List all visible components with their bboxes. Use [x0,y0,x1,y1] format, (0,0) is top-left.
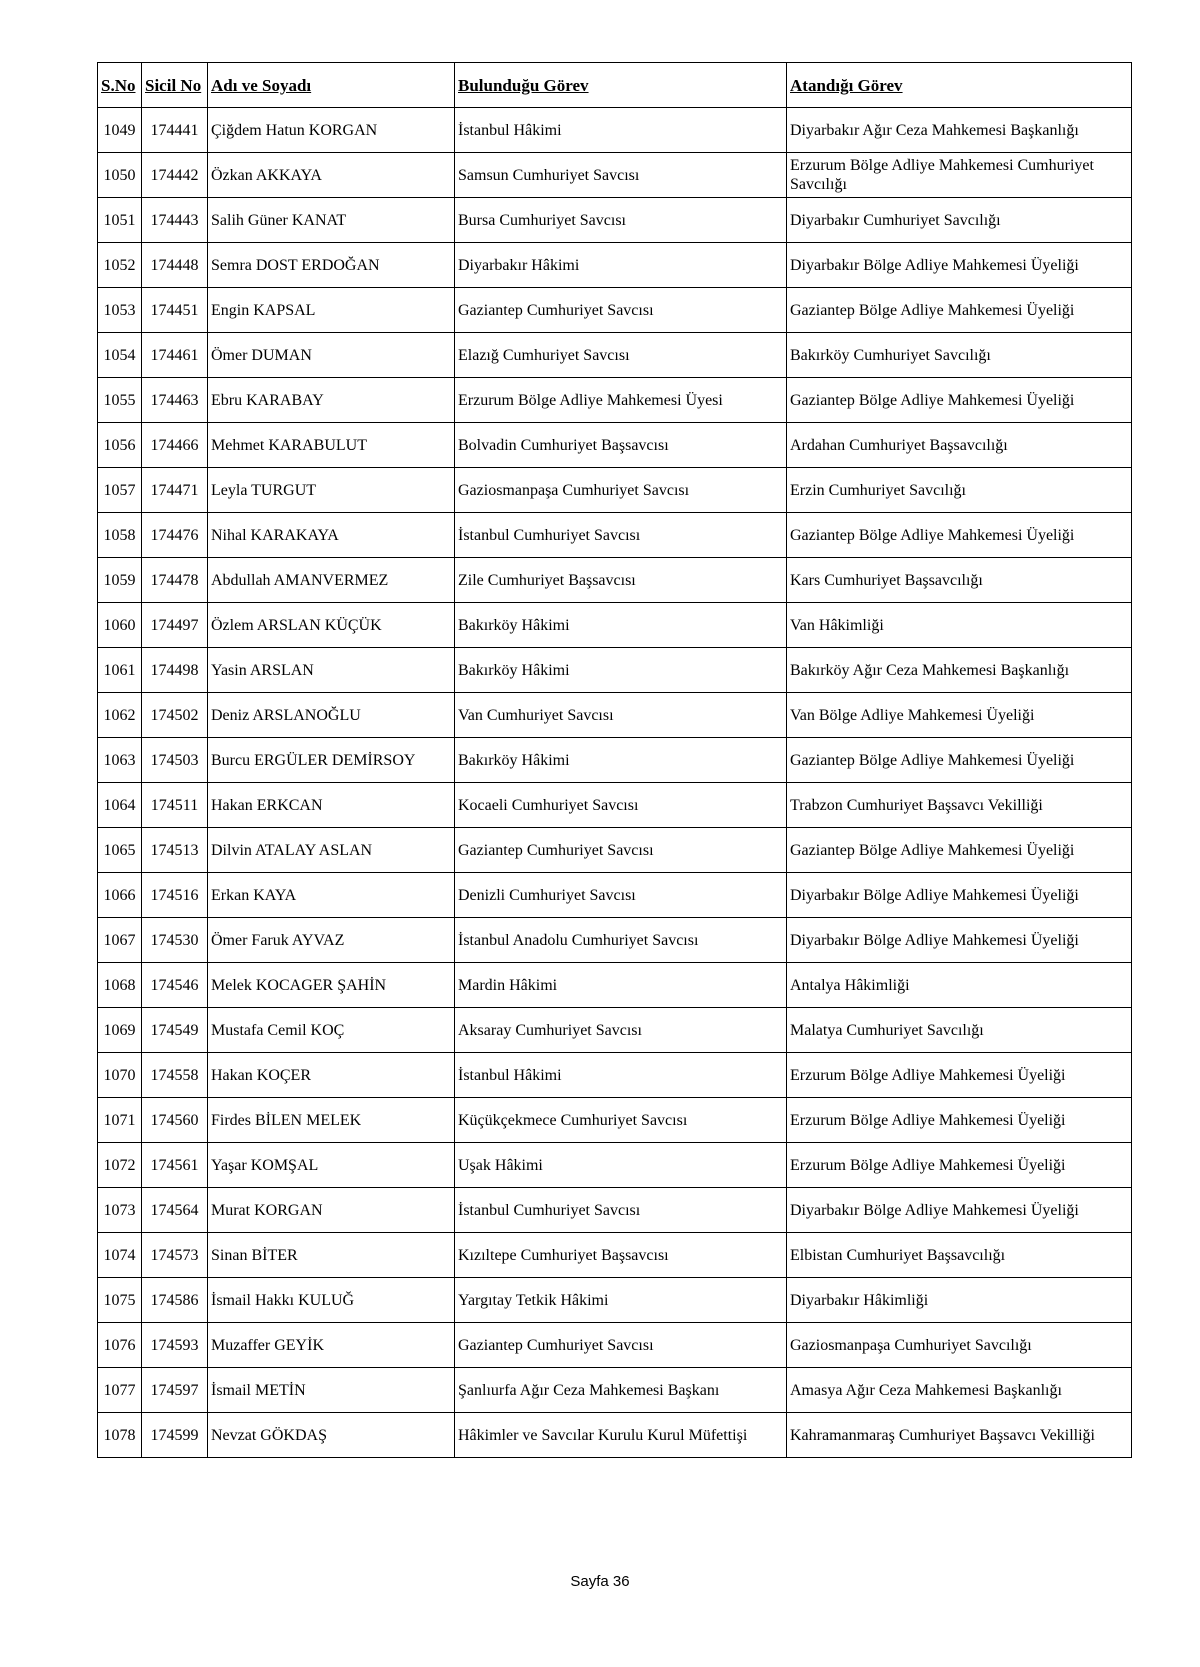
table-row [98,378,1132,423]
table-row [98,1323,1132,1368]
cell-assigned-post: Trabzon Cumhuriyet Başsavcı Vekilliği [787,783,1132,828]
table-body [98,108,1132,1458]
table-row [98,1143,1132,1188]
cell-sicil-no: 174443 [142,198,208,243]
cell-current-post: Aksaray Cumhuriyet Savcısı [455,1008,787,1053]
cell-name: Abdullah AMANVERMEZ [208,558,455,603]
cell-name: Mustafa Cemil KOÇ [208,1008,455,1053]
cell-name: Nihal KARAKAYA [208,513,455,558]
cell-assigned-post: Diyarbakır Ağır Ceza Mahkemesi Başkanlığı [787,108,1132,153]
table-row [98,693,1132,738]
cell-assigned-post: Diyarbakır Cumhuriyet Savcılığı [787,198,1132,243]
table-row [98,333,1132,378]
table-header [98,63,1132,108]
cell-current-post: Yargıtay Tetkik Hâkimi [455,1278,787,1323]
cell-name: Hakan ERKCAN [208,783,455,828]
table-row [98,108,1132,153]
table-row [98,918,1132,963]
cell-current-post: Denizli Cumhuriyet Savcısı [455,873,787,918]
cell-sicil-no: 174561 [142,1143,208,1188]
cell-name: Murat KORGAN [208,1188,455,1233]
cell-assigned-post: Gaziantep Bölge Adliye Mahkemesi Üyeliği [787,828,1132,873]
cell-name: Deniz ARSLANOĞLU [208,693,455,738]
cell-name: Semra DOST ERDOĞAN [208,243,455,288]
cell-sicil-no: 174558 [142,1053,208,1098]
cell-current-post: Gaziosmanpaşa Cumhuriyet Savcısı [455,468,787,513]
cell-name: Yaşar KOMŞAL [208,1143,455,1188]
header-sicil-no: Sicil No [142,63,208,108]
cell-sno: 1053 [98,288,142,333]
table-row [98,423,1132,468]
cell-current-post: Kocaeli Cumhuriyet Savcısı [455,783,787,828]
cell-name: Ömer DUMAN [208,333,455,378]
table-row [98,153,1132,198]
table-row [98,1098,1132,1143]
cell-current-post: Uşak Hâkimi [455,1143,787,1188]
cell-assigned-post: Gaziantep Bölge Adliye Mahkemesi Üyeliği [787,378,1132,423]
page-number: Sayfa 36 [570,1573,630,1590]
cell-current-post: Gaziantep Cumhuriyet Savcısı [455,288,787,333]
cell-current-post: Gaziantep Cumhuriyet Savcısı [455,1323,787,1368]
cell-sicil-no: 174593 [142,1323,208,1368]
cell-name: Erkan KAYA [208,873,455,918]
cell-name: Melek KOCAGER ŞAHİN [208,963,455,1008]
cell-name: Özlem ARSLAN KÜÇÜK [208,603,455,648]
cell-sicil-no: 174478 [142,558,208,603]
cell-sicil-no: 174476 [142,513,208,558]
cell-current-post: Bakırköy Hâkimi [455,738,787,783]
cell-sicil-no: 174530 [142,918,208,963]
cell-sicil-no: 174471 [142,468,208,513]
cell-sicil-no: 174586 [142,1278,208,1323]
table-row [98,1413,1132,1458]
cell-sicil-no: 174461 [142,333,208,378]
cell-name: İsmail METİN [208,1368,455,1413]
cell-sno: 1060 [98,603,142,648]
cell-assigned-post: Bakırköy Ağır Ceza Mahkemesi Başkanlığı [787,648,1132,693]
cell-current-post: Hâkimler ve Savcılar Kurulu Kurul Müfettişi [455,1413,787,1458]
table-row [98,1188,1132,1233]
cell-assigned-post: Ardahan Cumhuriyet Başsavcılığı [787,423,1132,468]
cell-sno: 1067 [98,918,142,963]
cell-name: Özkan AKKAYA [208,153,455,198]
cell-sno: 1075 [98,1278,142,1323]
cell-current-post: İstanbul Hâkimi [455,1053,787,1098]
cell-current-post: Van Cumhuriyet Savcısı [455,693,787,738]
cell-name: İsmail Hakkı KULUĞ [208,1278,455,1323]
cell-assigned-post: Gaziosmanpaşa Cumhuriyet Savcılığı [787,1323,1132,1368]
cell-sno: 1049 [98,108,142,153]
cell-sno: 1050 [98,153,142,198]
cell-name: Firdes BİLEN MELEK [208,1098,455,1143]
cell-assigned-post: Amasya Ağır Ceza Mahkemesi Başkanlığı [787,1368,1132,1413]
cell-assigned-post: Malatya Cumhuriyet Savcılığı [787,1008,1132,1053]
cell-sno: 1076 [98,1323,142,1368]
cell-sicil-no: 174560 [142,1098,208,1143]
cell-sicil-no: 174466 [142,423,208,468]
cell-sicil-no: 174448 [142,243,208,288]
table-row [98,288,1132,333]
cell-sicil-no: 174516 [142,873,208,918]
cell-sno: 1063 [98,738,142,783]
cell-name: Yasin ARSLAN [208,648,455,693]
cell-current-post: Erzurum Bölge Adliye Mahkemesi Üyesi [455,378,787,423]
cell-current-post: Bursa Cumhuriyet Savcısı [455,198,787,243]
table-row [98,828,1132,873]
cell-assigned-post: Antalya Hâkimliği [787,963,1132,1008]
cell-sno: 1054 [98,333,142,378]
cell-sicil-no: 174599 [142,1413,208,1458]
cell-sno: 1072 [98,1143,142,1188]
header-current-post: Bulunduğu Görev [455,63,787,108]
cell-sno: 1066 [98,873,142,918]
cell-sno: 1068 [98,963,142,1008]
cell-sicil-no: 174502 [142,693,208,738]
cell-name: Muzaffer GEYİK [208,1323,455,1368]
cell-assigned-post: Erzin Cumhuriyet Savcılığı [787,468,1132,513]
cell-assigned-post: Gaziantep Bölge Adliye Mahkemesi Üyeliği [787,288,1132,333]
table-row [98,603,1132,648]
table-row [98,1233,1132,1278]
header-row [98,63,1132,108]
cell-current-post: Diyarbakır Hâkimi [455,243,787,288]
cell-sno: 1078 [98,1413,142,1458]
cell-assigned-post: Elbistan Cumhuriyet Başsavcılığı [787,1233,1132,1278]
table-row [98,513,1132,558]
cell-name: Burcu ERGÜLER DEMİRSOY [208,738,455,783]
cell-name: Ebru KARABAY [208,378,455,423]
cell-assigned-post: Erzurum Bölge Adliye Mahkemesi Üyeliği [787,1098,1132,1143]
header-sno: S.No [98,63,142,108]
appointment-table [97,62,1132,1458]
cell-sno: 1052 [98,243,142,288]
cell-sno: 1057 [98,468,142,513]
cell-sno: 1051 [98,198,142,243]
cell-sno: 1058 [98,513,142,558]
header-assigned-post: Atandığı Görev [787,63,1132,108]
cell-sicil-no: 174442 [142,153,208,198]
cell-current-post: Bolvadin Cumhuriyet Başsavcısı [455,423,787,468]
table-row [98,873,1132,918]
cell-assigned-post: Kars Cumhuriyet Başsavcılığı [787,558,1132,603]
cell-current-post: İstanbul Anadolu Cumhuriyet Savcısı [455,918,787,963]
cell-name: Leyla TURGUT [208,468,455,513]
cell-sno: 1073 [98,1188,142,1233]
cell-sno: 1061 [98,648,142,693]
cell-current-post: İstanbul Hâkimi [455,108,787,153]
cell-sicil-no: 174573 [142,1233,208,1278]
table-row [98,738,1132,783]
cell-name: Nevzat GÖKDAŞ [208,1413,455,1458]
cell-assigned-post: Diyarbakır Bölge Adliye Mahkemesi Üyeliği [787,243,1132,288]
table-row [98,1053,1132,1098]
table-row [98,783,1132,828]
cell-assigned-post: Erzurum Bölge Adliye Mahkemesi Cumhuriyet Savcılığı [787,153,1132,198]
table-row [98,1278,1132,1323]
cell-sicil-no: 174497 [142,603,208,648]
cell-sno: 1064 [98,783,142,828]
cell-current-post: Samsun Cumhuriyet Savcısı [455,153,787,198]
table-row [98,648,1132,693]
cell-name: Hakan KOÇER [208,1053,455,1098]
table-row [98,1008,1132,1053]
cell-sno: 1071 [98,1098,142,1143]
cell-sno: 1074 [98,1233,142,1278]
cell-sicil-no: 174513 [142,828,208,873]
cell-name: Ömer Faruk AYVAZ [208,918,455,963]
cell-sicil-no: 174546 [142,963,208,1008]
cell-assigned-post: Gaziantep Bölge Adliye Mahkemesi Üyeliği [787,738,1132,783]
cell-sicil-no: 174511 [142,783,208,828]
cell-current-post: Mardin Hâkimi [455,963,787,1008]
cell-sicil-no: 174451 [142,288,208,333]
cell-sno: 1070 [98,1053,142,1098]
cell-current-post: Bakırköy Hâkimi [455,648,787,693]
cell-sicil-no: 174463 [142,378,208,423]
cell-sno: 1059 [98,558,142,603]
table-row [98,468,1132,513]
table-row [98,963,1132,1008]
cell-name: Çiğdem Hatun KORGAN [208,108,455,153]
cell-current-post: İstanbul Cumhuriyet Savcısı [455,1188,787,1233]
cell-name: Salih Güner KANAT [208,198,455,243]
cell-sicil-no: 174503 [142,738,208,783]
cell-assigned-post: Diyarbakır Hâkimliği [787,1278,1132,1323]
cell-assigned-post: Van Bölge Adliye Mahkemesi Üyeliği [787,693,1132,738]
cell-assigned-post: Van Hâkimliği [787,603,1132,648]
cell-assigned-post: Kahramanmaraş Cumhuriyet Başsavcı Vekilliği [787,1413,1132,1458]
cell-name: Engin KAPSAL [208,288,455,333]
cell-current-post: Kızıltepe Cumhuriyet Başsavcısı [455,1233,787,1278]
cell-assigned-post: Erzurum Bölge Adliye Mahkemesi Üyeliği [787,1143,1132,1188]
cell-current-post: Elazığ Cumhuriyet Savcısı [455,333,787,378]
cell-current-post: Küçükçekmece Cumhuriyet Savcısı [455,1098,787,1143]
cell-sicil-no: 174564 [142,1188,208,1233]
cell-sno: 1065 [98,828,142,873]
header-name: Adı ve Soyadı [208,63,455,108]
cell-sicil-no: 174597 [142,1368,208,1413]
cell-assigned-post: Diyarbakır Bölge Adliye Mahkemesi Üyeliği [787,1188,1132,1233]
cell-current-post: İstanbul Cumhuriyet Savcısı [455,513,787,558]
cell-assigned-post: Bakırköy Cumhuriyet Savcılığı [787,333,1132,378]
cell-current-post: Zile Cumhuriyet Başsavcısı [455,558,787,603]
table-row [98,558,1132,603]
table-row [98,1368,1132,1413]
cell-current-post: Gaziantep Cumhuriyet Savcısı [455,828,787,873]
cell-assigned-post: Gaziantep Bölge Adliye Mahkemesi Üyeliği [787,513,1132,558]
cell-sno: 1069 [98,1008,142,1053]
cell-name: Dilvin ATALAY ASLAN [208,828,455,873]
cell-assigned-post: Diyarbakır Bölge Adliye Mahkemesi Üyeliği [787,918,1132,963]
cell-sicil-no: 174549 [142,1008,208,1053]
cell-sicil-no: 174441 [142,108,208,153]
cell-sno: 1077 [98,1368,142,1413]
cell-name: Mehmet KARABULUT [208,423,455,468]
cell-sicil-no: 174498 [142,648,208,693]
cell-current-post: Şanlıurfa Ağır Ceza Mahkemesi Başkanı [455,1368,787,1413]
cell-sno: 1056 [98,423,142,468]
table-row [98,243,1132,288]
cell-assigned-post: Erzurum Bölge Adliye Mahkemesi Üyeliği [787,1053,1132,1098]
cell-assigned-post: Diyarbakır Bölge Adliye Mahkemesi Üyeliği [787,873,1132,918]
cell-sno: 1055 [98,378,142,423]
table-row [98,198,1132,243]
cell-name: Sinan BİTER [208,1233,455,1278]
cell-sno: 1062 [98,693,142,738]
cell-current-post: Bakırköy Hâkimi [455,603,787,648]
